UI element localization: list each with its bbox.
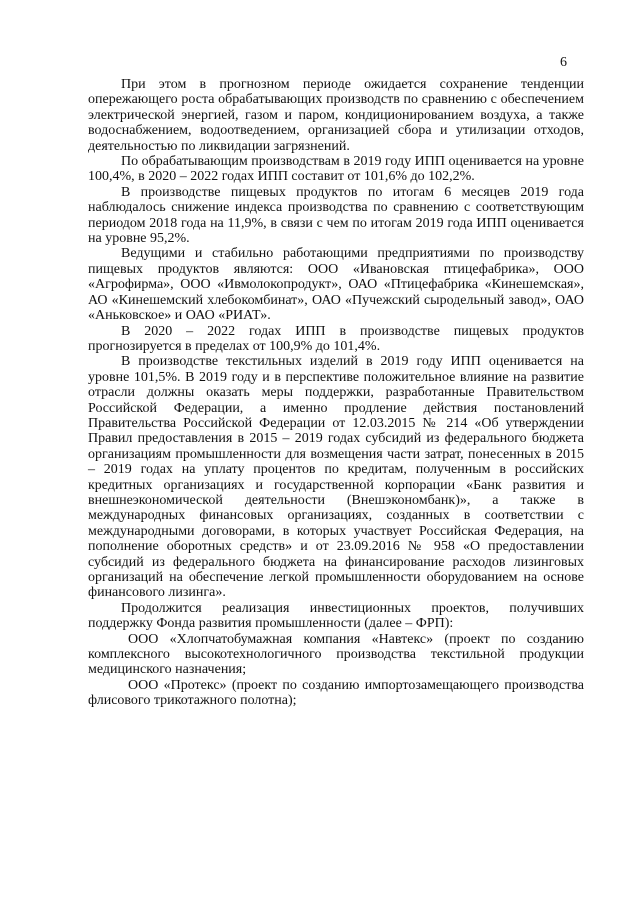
- paragraph: В производстве текстильных изделий в 2019 году ИПП оценивается на уровне 101,5%. В 2019 году и в перспективе положительное влияние на развитие отрасли должны оказать меры поддержки, разработанные Правительством Российской Федерации, а именно продление действия постановлений Правительства Российской Федерации от 12.03.2015 № 214 «Об утверждении Правил предоставления в 2015 – 2019 годах субсидий из федерального бюджета организациям промышленности для возмещения части затрат, понесенных в 2015 – 2019 годах на уплату процентов по кредитам, полученным в российских кредитных организациях и государственной корпорации «Банк развития и внешнеэкономической деятельности (Внешэкономбанк)», а также в международных финансовых организациях, созданных в соответствии с международными договорами, в которых участвует Российская Федерация, на пополнение оборотных средств» и от 23.09.2016 № 958 «О предоставлении субсидий из федерального бюджета на финансирование расходов лизинговых организаций на обеспечение легкой промышленности оборудованием на основе финансового лизинга».: [88, 354, 584, 601]
- paragraph: При этом в прогнозном периоде ожидается сохранение тенденции опережающего роста обрабатывающих производств по сравнению с обеспечением электрической энергией, газом и паром, кондиционированием воздуха, а также водоснабжением, водоотведением, организацией сбора и утилизации отходов, деятельностью по ликвидации загрязнений.: [88, 77, 584, 154]
- paragraph: В производстве пищевых продуктов по итогам 6 месяцев 2019 года наблюдалось снижение индекса производства по сравнению с соответствующим периодом 2018 года на 11,9%, в связи с чем по итогам 2019 года ИПП оценивается на уровне 95,2%.: [88, 184, 584, 247]
- document-body: [88, 77, 584, 709]
- paragraph: Ведущими и стабильно работающими предприятиями по производству пищевых продуктов являются: ООО «Ивановская птицефабрика», ООО «Агрофирма», ООО «Ивмолокопродукт», ОАО «Птицефабрика «Кинешемская», АО «Кинешемский хлебокомбинат», ОАО «Пучежский сыродельный завод», ОАО «Аньковское» и ОАО «РИАТ».: [88, 246, 584, 324]
- paragraph: Продолжится реализация инвестиционных проектов, получивших поддержку Фонда развития промышленности (далее – ФРП):: [88, 600, 584, 632]
- list-item: ООО «Хлопчатобумажная компания «Навтекс» (проект по созданию комплексного высокотехнологичного производства текстильной продукции медицинского назначения;: [88, 631, 584, 678]
- paragraph: По обрабатывающим производствам в 2019 году ИПП оценивается на уровне 100,4%, в 2020 – 2022 годах ИПП составит от 101,6% до 102,2%.: [88, 154, 584, 185]
- paragraph: В 2020 – 2022 годах ИПП в производстве пищевых продуктов прогнозируется в пределах от 100,9% до 101,4%.: [88, 323, 584, 354]
- list-item: ООО «Протекс» (проект по созданию импортозамещающего производства флисового трикотажного полотна);: [88, 677, 584, 709]
- page-number: 6: [560, 55, 567, 70]
